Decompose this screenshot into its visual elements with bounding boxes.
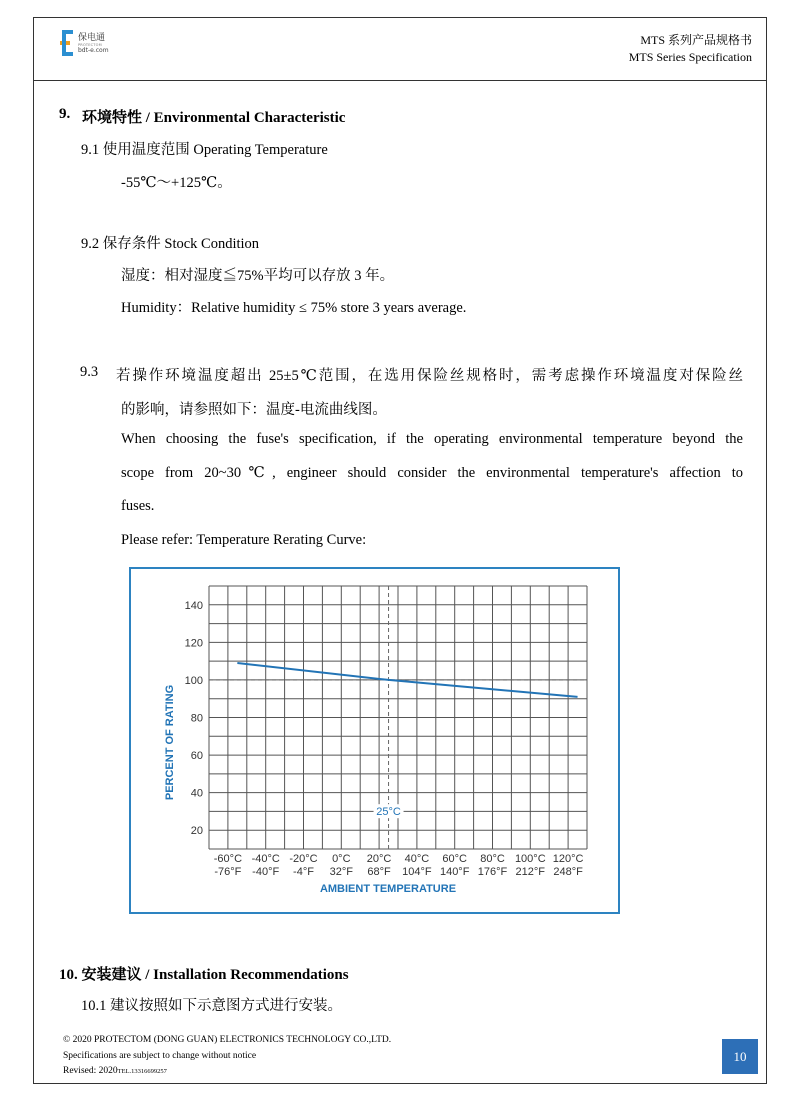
copyright-symbol: ©: [63, 1035, 71, 1045]
rerating-chart-frame: [129, 567, 620, 914]
x-tick-label-fahrenheit: 104°F: [402, 866, 432, 878]
section-9-heading: 环境特性 / Environmental Characteristic: [82, 110, 346, 126]
temperature-rerating-chart: [131, 569, 618, 912]
logo-url-text: bdt-e.com: [78, 47, 109, 54]
section-9-1-title: 9.1 使用温度范围 Operating Temperature: [81, 142, 328, 158]
x-tick-label-fahrenheit: 68°F: [367, 866, 391, 878]
y-tick-label: 120: [184, 637, 203, 650]
company-logo: [60, 26, 122, 62]
section-9-3-en-line1: When choosing the fuse's specification, if the operating environmental temperature beyond the: [121, 431, 743, 447]
x-tick-label-celsius: -20°C: [289, 853, 318, 865]
x-tick-label-fahrenheit: -76°F: [214, 866, 242, 878]
footer-notice: Specifications are subject to change without notice: [63, 1051, 257, 1061]
y-tick-label: 80: [190, 712, 203, 725]
footer-copyright: [63, 1035, 391, 1045]
rerating-curve-reference: Please refer: Temperature Rerating Curve:: [121, 532, 367, 548]
reference-label: 25°C: [376, 806, 401, 819]
tel-text: TEL.13316699257: [117, 1068, 167, 1075]
x-axis-label: AMBIENT TEMPERATURE: [319, 883, 457, 895]
stock-condition-en: Humidity：Relative humidity ≤ 75% store 3 years average.: [121, 300, 467, 316]
x-tick-label-celsius: 20°C: [366, 853, 392, 865]
y-tick-label: 20: [190, 825, 203, 838]
x-tick-label-fahrenheit: 248°F: [553, 866, 583, 878]
page-number: 10: [722, 1039, 758, 1074]
section-9-3-cn-line2: 的影响，请参照如下：温度-电流曲线图。: [121, 402, 387, 418]
title-en: MTS Series Specification: [628, 50, 752, 64]
x-tick-label-fahrenheit: -4°F: [293, 866, 314, 878]
x-tick-label-celsius: 40°C: [404, 853, 430, 865]
copyright-text: 2020 PROTECTOM (DONG GUAN) ELECTRONICS TECHNOLOGY CO.,LTD.: [72, 1035, 392, 1045]
section-9-number: 9.: [59, 106, 71, 122]
section-10-1-text: 10.1 建议按照如下示意图方式进行安装。: [81, 998, 342, 1014]
x-tick-label-fahrenheit: 32°F: [329, 866, 353, 878]
stock-condition-cn: 湿度：相对湿度≦75%平均可以存放 3 年。: [121, 268, 395, 284]
logo-en-text: PROTECTOM: [78, 43, 102, 47]
section-9-3-cn-line1: 若操作环境温度超出 25±5℃范围，在选用保险丝规格时，需考虑操作环境温度对保险丝: [116, 368, 743, 384]
y-tick-label: 140: [184, 599, 203, 612]
section-9-3-en-line2: scope from 20~30℃, engineer should consider the environmental temperature's affection to: [121, 465, 743, 481]
x-tick-label-fahrenheit: -40°F: [252, 866, 280, 878]
operating-temp-value: -55℃～+125℃。: [121, 175, 232, 191]
document-title: [629, 32, 752, 66]
x-tick-label-celsius: 100°C: [514, 853, 546, 865]
x-tick-label-fahrenheit: 140°F: [439, 866, 470, 878]
y-axis-label: PERCENT OF RATING: [164, 684, 176, 801]
x-tick-label-fahrenheit: 176°F: [477, 866, 508, 878]
revised-text: Revised: 2020: [63, 1066, 118, 1076]
x-tick-label-celsius: 120°C: [552, 853, 584, 865]
x-tick-label-celsius: 80°C: [480, 853, 505, 865]
logo-cn-text: 保电通: [78, 33, 106, 43]
x-tick-label-celsius: -40°C: [251, 853, 280, 865]
y-tick-label: 60: [190, 750, 203, 763]
section-10-heading: 10. 安装建议 / Installation Recommendations: [59, 967, 349, 983]
section-9-2-title: 9.2 保存条件 Stock Condition: [81, 236, 260, 252]
x-tick-label-celsius: 60°C: [442, 853, 467, 865]
x-tick-label-fahrenheit: 212°F: [515, 866, 546, 878]
x-tick-label-celsius: -60°C: [213, 853, 243, 865]
title-cn: MTS 系列产品规格书: [640, 33, 752, 47]
header-divider: [33, 80, 767, 81]
y-tick-label: 100: [184, 674, 203, 687]
logo-e-icon: [60, 30, 74, 56]
y-tick-label: 40: [190, 787, 203, 800]
section-9-3-number: 9.3: [80, 364, 99, 380]
x-tick-label-celsius: 0°C: [332, 853, 351, 865]
footer-revised: [63, 1066, 167, 1076]
section-9-3-en-line3: fuses.: [121, 498, 155, 514]
